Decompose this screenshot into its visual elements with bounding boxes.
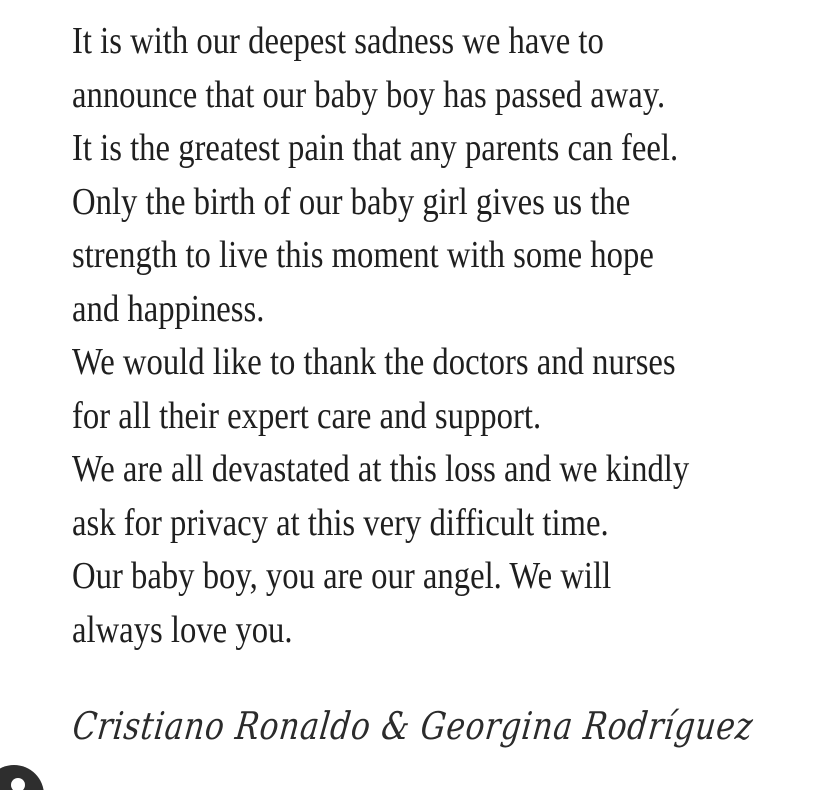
statement-line: We would like to thank the doctors and nurses [72, 341, 676, 383]
statement-line: announce that our baby boy has passed away. [72, 73, 666, 116]
statement-line: and happiness. [72, 287, 265, 330]
partial-avatar-icon[interactable] [0, 765, 44, 790]
person-head-dot-icon [11, 778, 25, 790]
statement-line: It is with our deepest sadness we have to [72, 20, 604, 62]
statement-line: We are all devastated at this loss and we kindly [72, 448, 690, 490]
signature-text: Cristiano Ronaldo & Georgina Rodríguez [70, 704, 756, 748]
statement-line: It is the greatest pain that any parents can feel. [72, 127, 679, 169]
statement-line: strength to live this moment with some hope [72, 234, 654, 276]
statement-line: always love you. [72, 608, 293, 651]
statement-lines [72, 15, 794, 657]
statement-line: Only the birth of our baby girl gives us the [72, 180, 631, 223]
statement-line: ask for privacy at this very difficult time. [72, 501, 609, 544]
statement-line: for all their expert care and support. [72, 394, 542, 437]
statement-line: Our baby boy, you are our angel. We will [72, 555, 612, 597]
